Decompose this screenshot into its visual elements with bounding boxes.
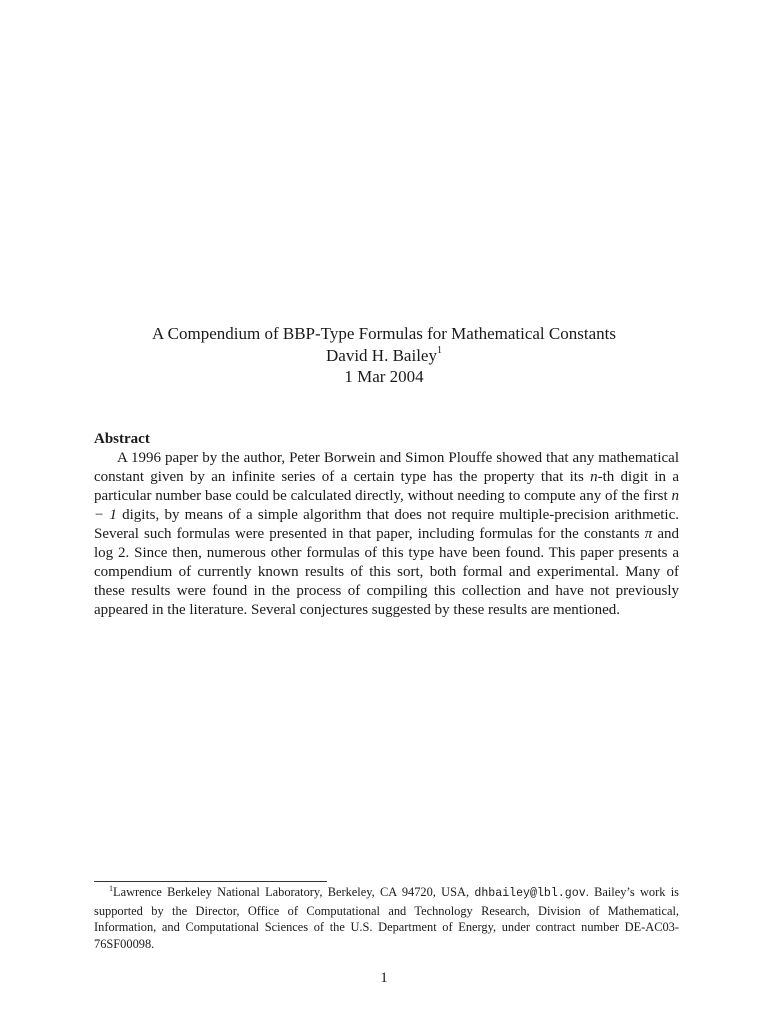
footnote xyxy=(94,884,679,952)
title-block xyxy=(0,323,768,387)
footnote-email: dhbailey@lbl.gov xyxy=(474,887,586,900)
footnote-text-2: . Bailey’s work is supported by the Director, Office of Computational and Technology Research, Division of Mathematical, Information, and Computational Sciences of the U.S. Department of Energy, under contract number DE-AC03-76SF00098. xyxy=(94,885,679,951)
abstract-text-1: A 1996 paper by the author, Peter Borwein and Simon Plouffe showed that any mathematical constant given by an infinite series of a certain type has the property that its xyxy=(94,450,679,485)
page-number: 1 xyxy=(380,970,388,986)
footnote-mark: 1 xyxy=(109,884,113,893)
abstract-text-4: and log 2. Since then, numerous other formulas of this type have been found. This paper presents a compendium of currently known results of this sort, both formal and experimental. Many of these results were found in the process of compiling this collection and have not previously appeared in the literature. Several conjectures suggested by these results are mentioned. xyxy=(94,526,679,618)
abstract-text-3: digits, by means of a simple algorithm that does not require multiple-precision arithmetic. Several such formulas were presented in that paper, including formulas for the constants xyxy=(94,507,680,542)
abstract-section xyxy=(94,430,679,620)
paper-date: 1 Mar 2004 xyxy=(344,367,424,386)
footnote-text-1: Lawrence Berkeley National Laboratory, Berkeley, CA 94720, USA, xyxy=(113,885,475,899)
paper-author xyxy=(0,345,768,367)
abstract-expr-n-minus-1: n − 1 xyxy=(94,488,679,523)
paper-title: A Compendium of BBP-Type Formulas for Mathematical Constants xyxy=(152,324,616,343)
abstract-heading: Abstract xyxy=(94,431,150,447)
abstract-body xyxy=(94,449,679,620)
author-name: David H. Bailey xyxy=(326,346,437,365)
abstract-pi: π xyxy=(644,526,653,542)
author-footnote-mark: 1 xyxy=(436,345,442,356)
footnote-rule xyxy=(94,881,327,882)
abstract-var-n: n xyxy=(590,469,598,485)
abstract-text-2: -th digit in a particular number base could be calculated directly, without needing to compute any of the first xyxy=(94,469,679,504)
